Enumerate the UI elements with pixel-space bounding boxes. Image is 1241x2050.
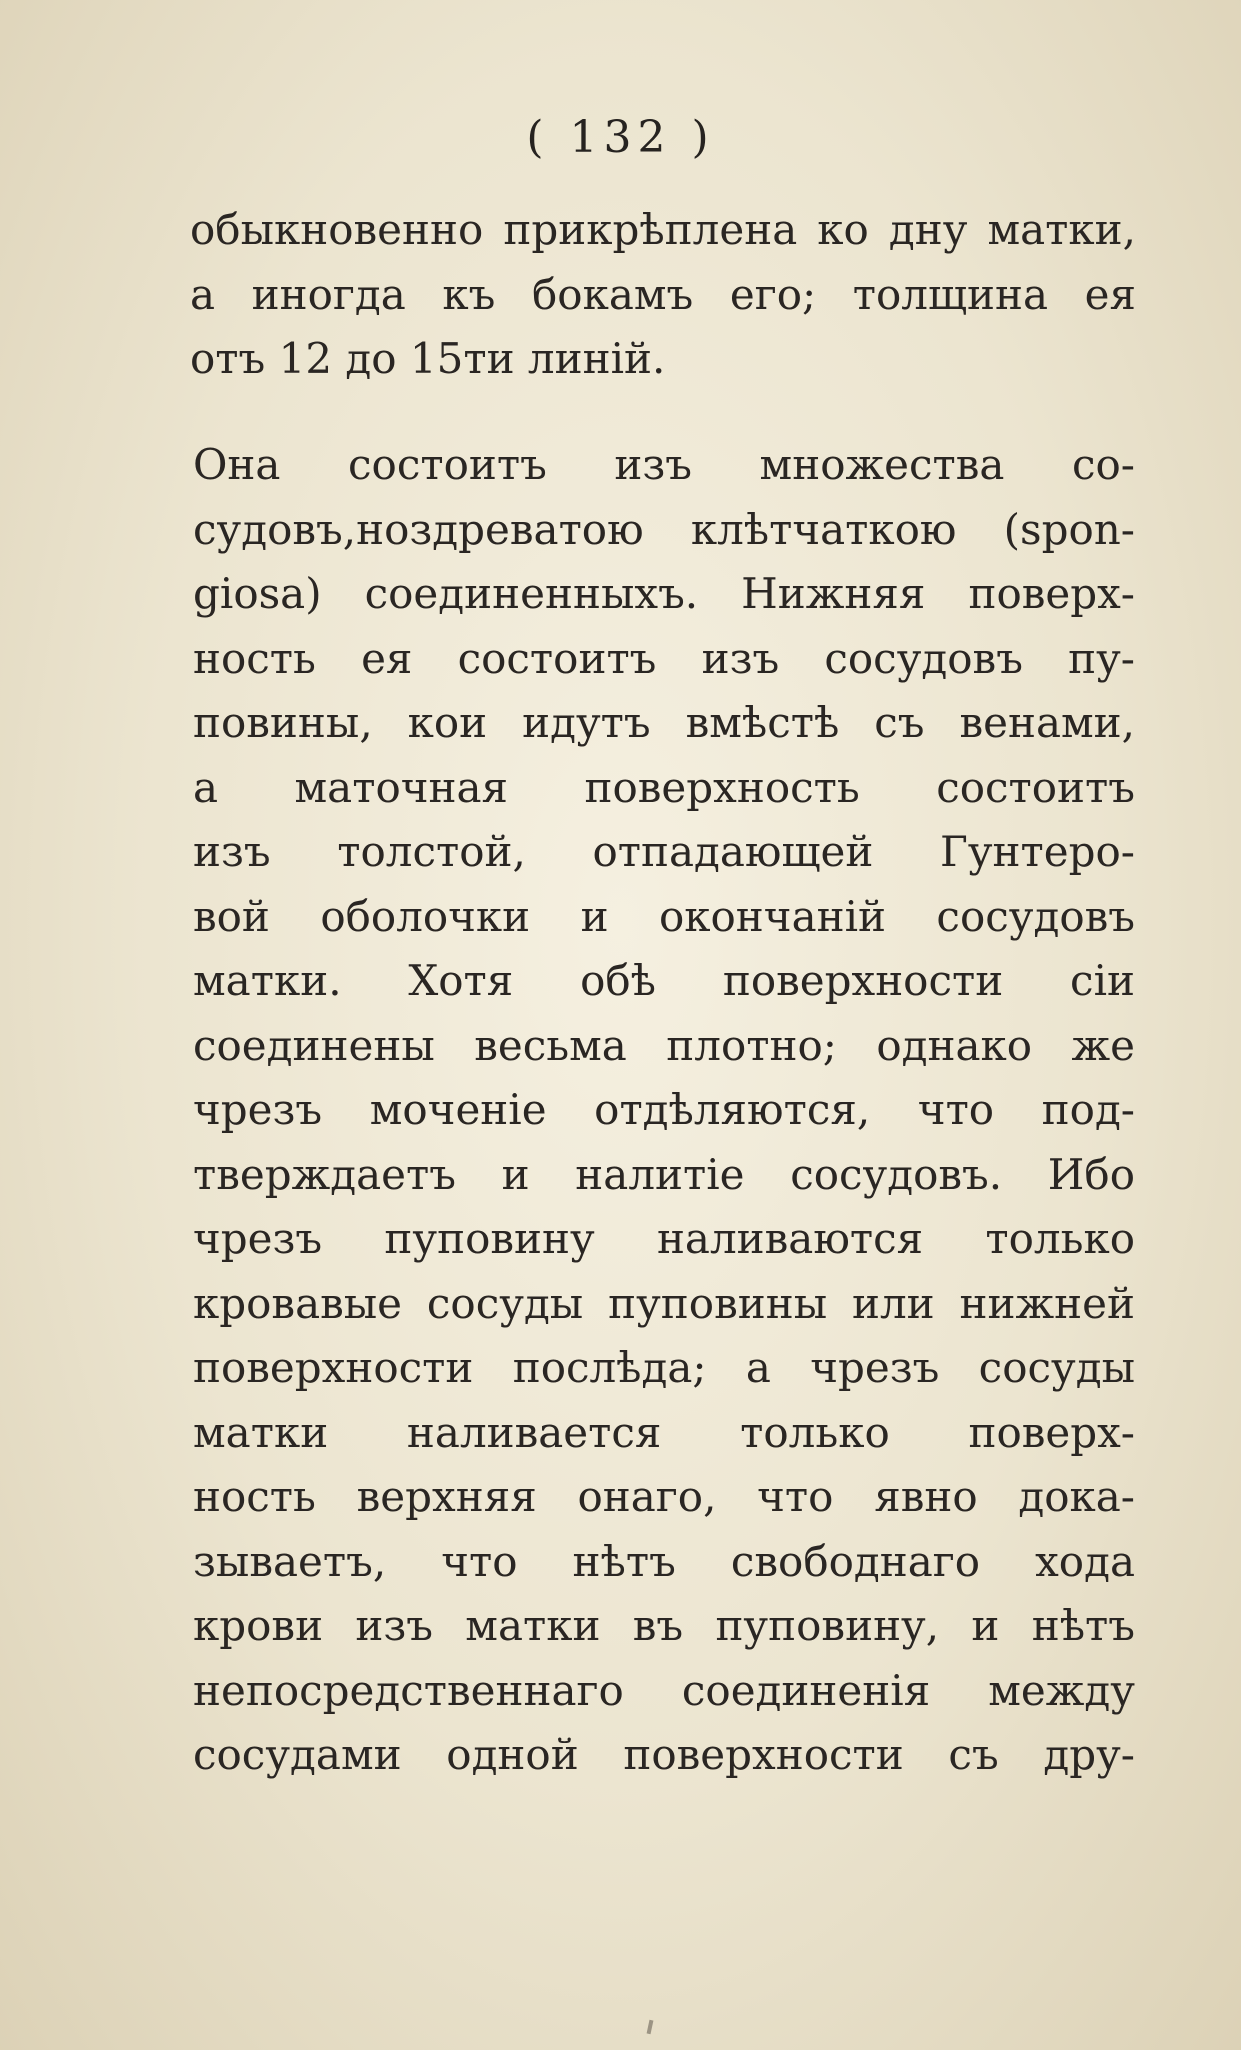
- text-line: чрезъ моченіе отдѣляются, что под-: [193, 1085, 1135, 1134]
- text-line: а иногда къ бокамъ его; толщина ея: [190, 269, 1136, 319]
- paragraph-1: [190, 198, 1136, 392]
- text-line: кровавые сосуды пуповины или нижней: [193, 1278, 1135, 1328]
- text-line: судовъ,ноздреватою клѣтчаткою (spon-: [193, 504, 1135, 554]
- text-line: поверхности послѣда; а чрезъ сосуды: [193, 1343, 1135, 1392]
- text-line: матки. Хотя обѣ поверхности сіи: [193, 956, 1135, 1005]
- text-line: повины, кои идутъ вмѣстѣ съ венами,: [193, 698, 1135, 747]
- page-number: ( 132 ): [526, 112, 715, 163]
- text-line: тверждаетъ и налитіе сосудовъ. Ибо: [193, 1149, 1135, 1199]
- text-line: ность ея состоитъ изъ сосудовъ пу-: [193, 633, 1135, 683]
- text-line: непосредственнаго соединенія между: [193, 1665, 1135, 1715]
- text-line: соединены весьма плотно; однако же: [193, 1020, 1135, 1070]
- text-line: обыкновенно прикрѣплена ко дну матки,: [190, 205, 1136, 254]
- text-line: ность верхняя онаго, что явно дока-: [193, 1472, 1135, 1521]
- text-line: чрезъ пуповину наливаются только: [193, 1214, 1135, 1263]
- text-line: крови изъ матки въ пуповину, и нѣтъ: [193, 1601, 1135, 1650]
- text-line: giosa) соединенныхъ. Нижняя поверх-: [193, 569, 1135, 618]
- text-line: изъ толстой, отпадающей Гунтеро-: [193, 827, 1135, 876]
- text-line: а маточная поверхность состоитъ: [193, 762, 1135, 812]
- text-line: сосудами одной поверхности съ дру-: [193, 1730, 1135, 1779]
- ink-mark: [647, 2020, 654, 2035]
- text-line: зываетъ, что нѣтъ свободнаго хода: [193, 1536, 1135, 1586]
- text-line: отъ 12 до 15ти линій.: [190, 334, 666, 383]
- text-line: матки наливается только поверх-: [193, 1407, 1135, 1457]
- text-line: Она состоитъ изъ множества со-: [193, 440, 1135, 489]
- text-line: вой оболочки и окончаній сосудовъ: [193, 891, 1135, 941]
- paragraph-2: [193, 433, 1135, 1788]
